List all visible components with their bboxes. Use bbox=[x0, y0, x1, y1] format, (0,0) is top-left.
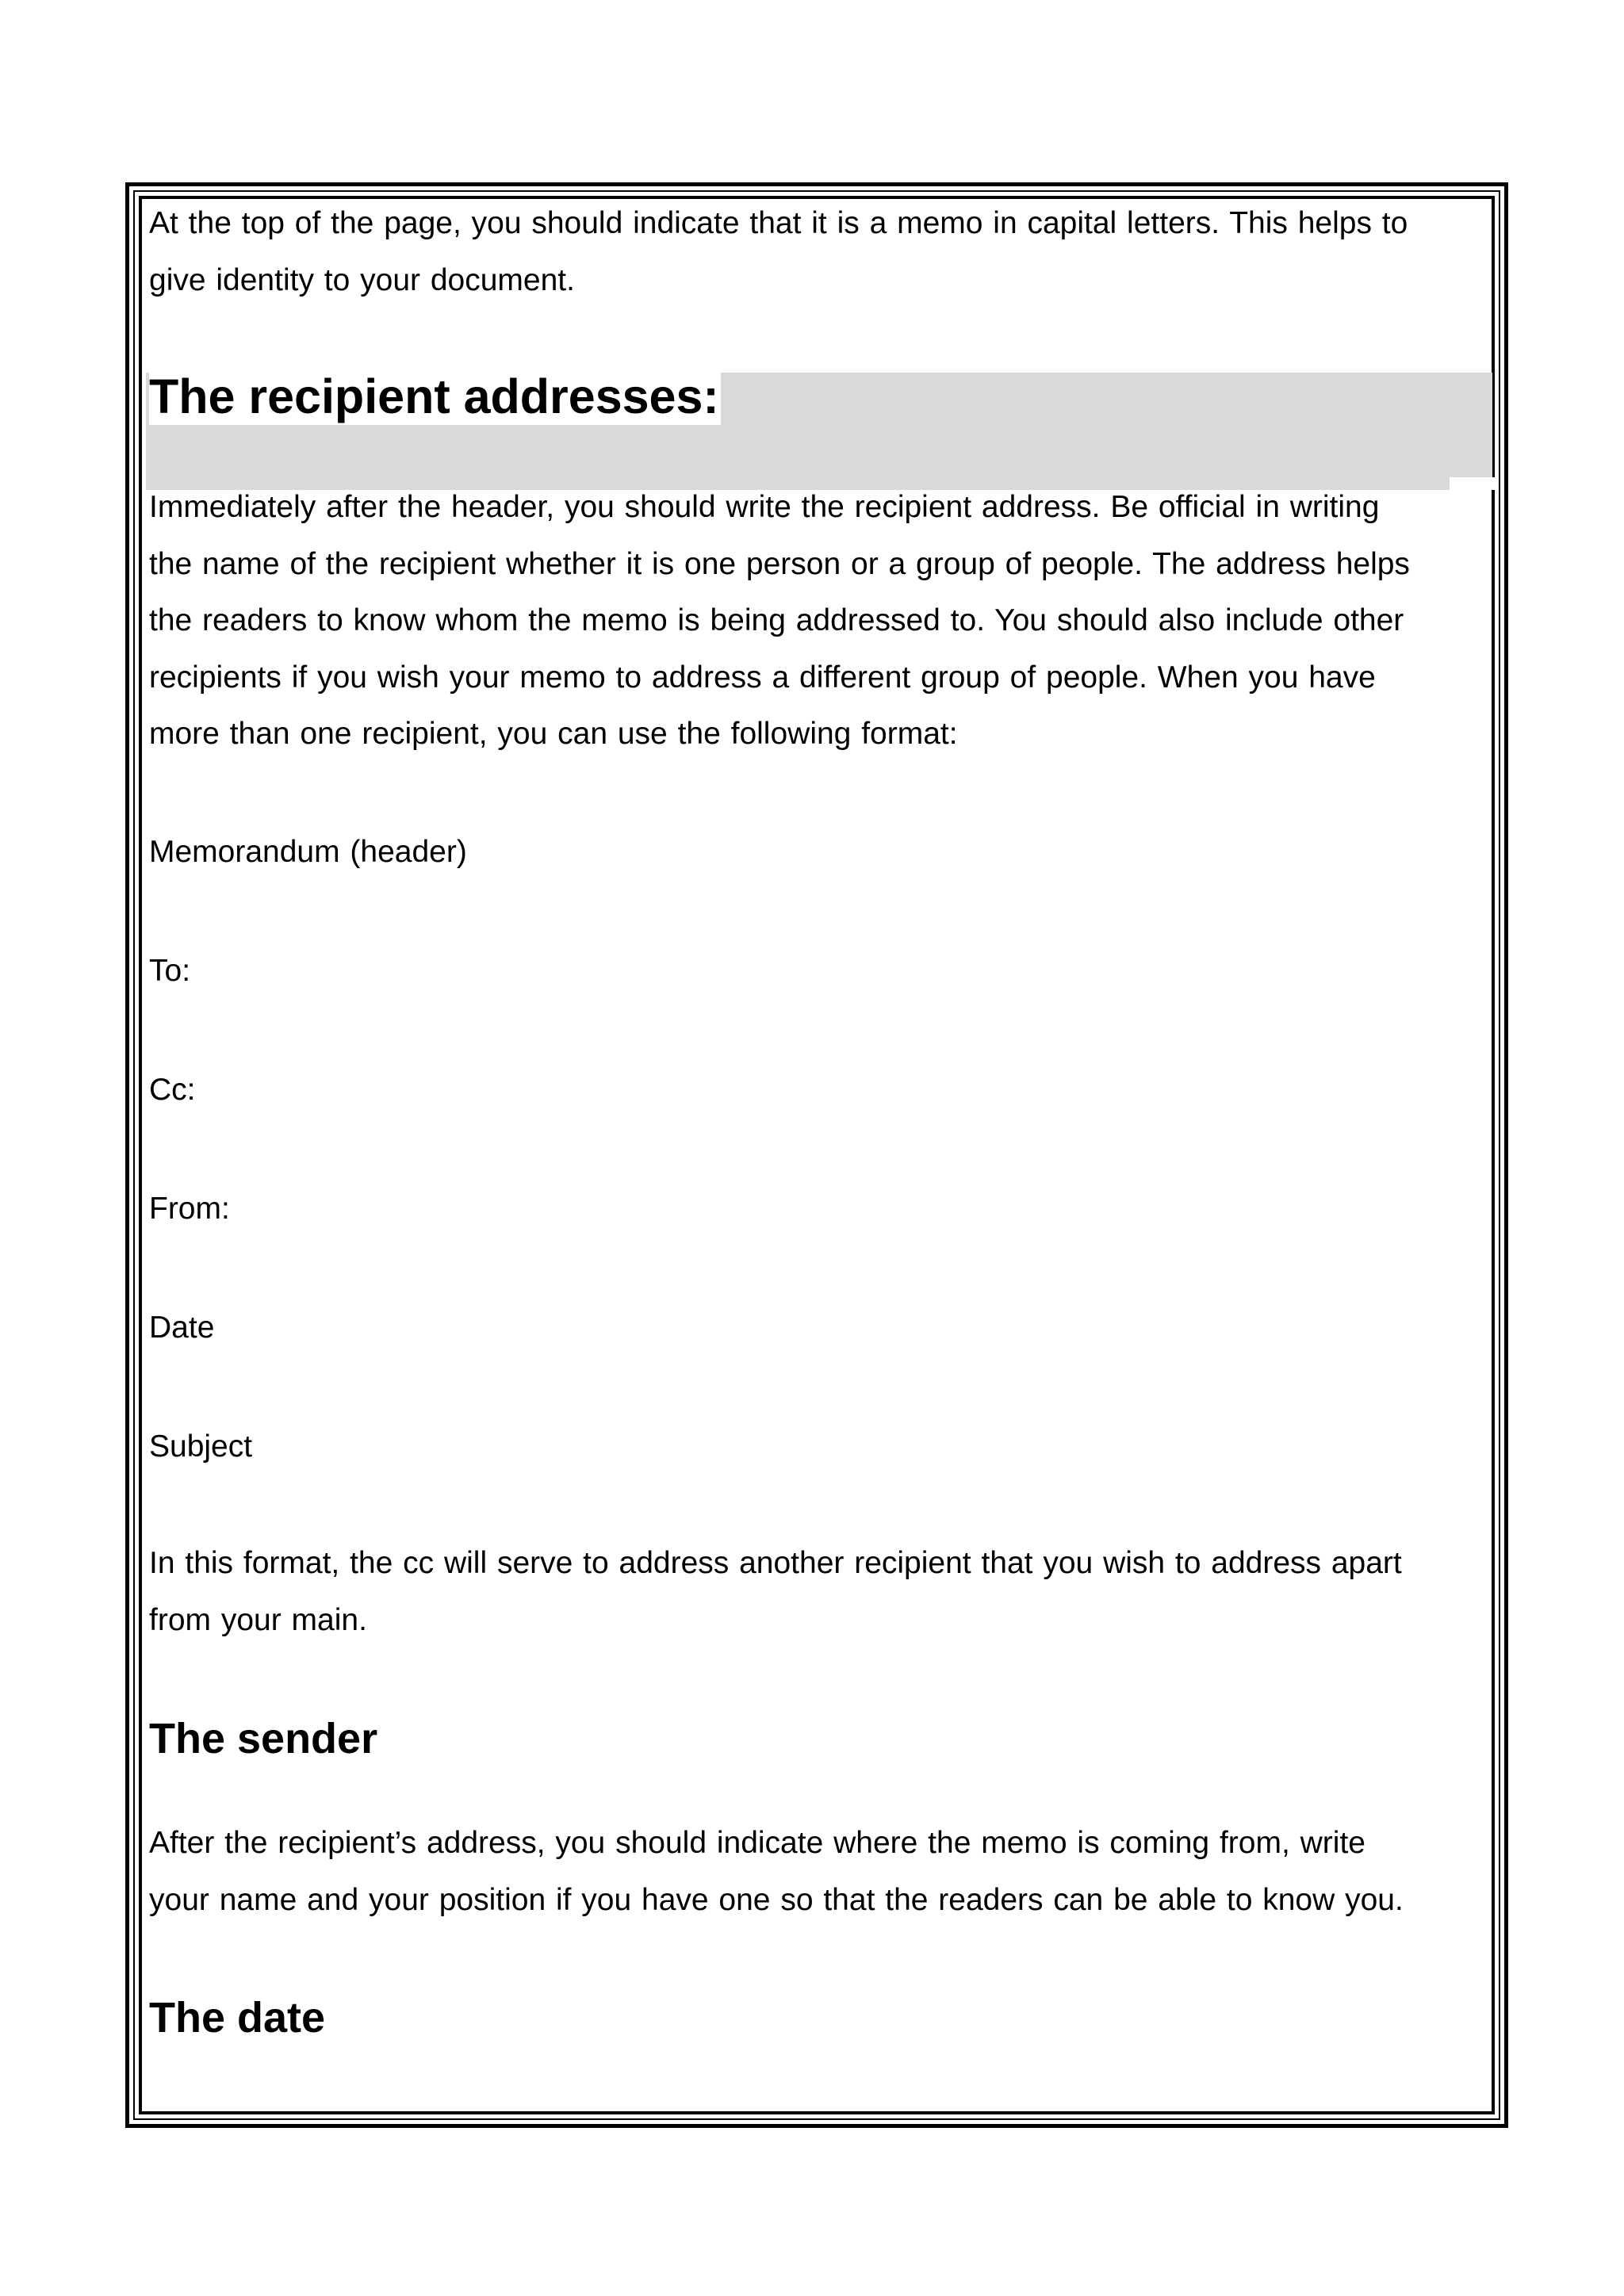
date-heading-box bbox=[149, 1992, 325, 2043]
recipient-heading-shading-notch bbox=[1450, 477, 1497, 490]
format-closing-paragraph bbox=[149, 1535, 1402, 1648]
intro-paragraph bbox=[149, 195, 1408, 308]
format-closing-line-2: from your main. bbox=[149, 1602, 367, 1637]
recipient-heading-box bbox=[149, 368, 721, 425]
format-item-cc bbox=[149, 1062, 196, 1119]
recipient-line-2: the name of the recipient whether it is one person or a group of people. The address helps bbox=[149, 546, 1410, 581]
recipient-paragraph bbox=[149, 479, 1410, 763]
format-item-memorandum-text: Memorandum (header) bbox=[149, 835, 467, 869]
sender-heading: The sender bbox=[149, 1715, 378, 1762]
format-item-date bbox=[149, 1299, 214, 1357]
sender-line-1: After the recipient’s address, you should indicate where the memo is coming from, write bbox=[149, 1826, 1365, 1860]
format-item-to bbox=[149, 943, 190, 1000]
format-item-cc-text: Cc: bbox=[149, 1073, 196, 1107]
sender-line-2: your name and your position if you have one so that the readers can be able to know you. bbox=[149, 1882, 1404, 1917]
recipient-line-3: the readers to know whom the memo is being addressed to. You should also include other bbox=[149, 603, 1404, 637]
format-item-subject-text: Subject bbox=[149, 1429, 253, 1464]
intro-line-1: At the top of the page, you should indicate that it is a memo in capital letters. This helps to bbox=[149, 206, 1408, 240]
recipient-line-4: recipients if you wish your memo to address a different group of people. When you have bbox=[149, 660, 1376, 695]
sender-paragraph bbox=[149, 1815, 1404, 1928]
format-item-from bbox=[149, 1181, 230, 1238]
intro-line-2: give identity to your document. bbox=[149, 262, 575, 297]
format-item-to-text: To: bbox=[149, 954, 191, 988]
format-item-date-text: Date bbox=[149, 1311, 215, 1345]
format-closing-line-1: In this format, the cc will serve to address another recipient that you wish to address apart bbox=[149, 1546, 1402, 1580]
recipient-line-5: more than one recipient, you can use the following format: bbox=[149, 717, 958, 751]
recipient-heading: The recipient addresses: bbox=[149, 369, 719, 423]
format-item-subject bbox=[149, 1418, 252, 1475]
format-item-from-text: From: bbox=[149, 1192, 230, 1226]
recipient-line-1: Immediately after the header, you should write the recipient address. Be official in writing bbox=[149, 490, 1380, 524]
date-heading: The date bbox=[149, 1994, 326, 2042]
sender-heading-box bbox=[149, 1713, 377, 1764]
format-item-memorandum bbox=[149, 824, 467, 881]
